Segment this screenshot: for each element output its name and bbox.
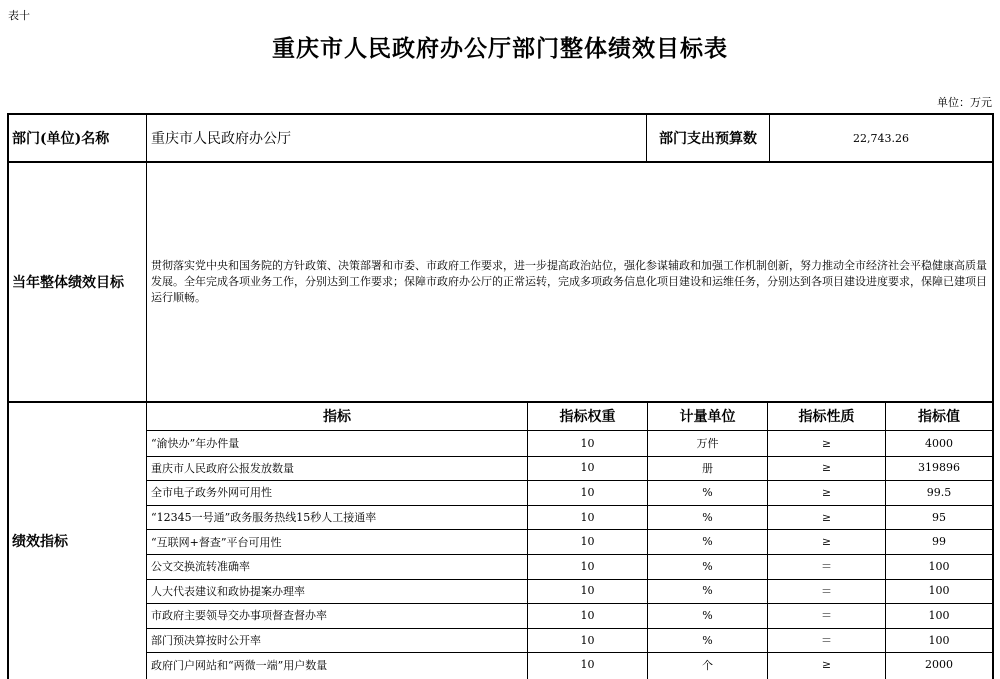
goal-text: 贯彻落实党中央和国务院的方针政策、决策部署和市委、市政府工作要求，进一步提高政治站位，强化参谋辅政和加强工作机制创新，努力推动全市经济社会平稳健康高质量发展。全年完成各项业务工作，分别达到工作要求；保障市政府办公厅的正常运转，完成多项政务信息化项目建设和运维任务，分别达到各项目建设进度要求，保障已建项目运行顺畅。 xyxy=(151,259,987,304)
indicator-weight: 10 xyxy=(580,535,595,549)
indicator-unit: % xyxy=(702,633,713,647)
indicator-unit: % xyxy=(702,535,713,549)
indicator-value: 99 xyxy=(932,535,946,549)
indicator-value: 100 xyxy=(928,633,950,647)
indicator-weight: 10 xyxy=(580,461,595,475)
indicator-unit: % xyxy=(702,485,713,499)
indicator-nature: ＝ xyxy=(821,634,832,648)
dept-name: 重庆市人民政府办公厅 xyxy=(151,131,291,147)
indicator-name: “12345一号通”政务服务热线15秒人工接通率 xyxy=(151,511,377,525)
indicator-unit: 万件 xyxy=(696,437,719,451)
indicator-value: 4000 xyxy=(925,436,953,450)
budget-value: 22,743.26 xyxy=(853,131,909,145)
indicator-unit: % xyxy=(702,559,713,573)
indicator-unit: % xyxy=(702,608,713,622)
indicator-weight: 10 xyxy=(580,584,595,598)
indicator-value: 100 xyxy=(928,608,950,622)
indicator-nature: ≥ xyxy=(821,436,832,450)
indicator-name: 政府门户网站和“两微一端”用户数量 xyxy=(151,658,328,672)
indicator-value: 2000 xyxy=(925,658,953,672)
indicator-nature: ≥ xyxy=(821,510,832,524)
indicator-value: 95 xyxy=(932,510,946,524)
column-header: 指标值 xyxy=(918,409,960,425)
indicator-weight: 10 xyxy=(580,658,595,672)
indicator-name: 人大代表建议和政协提案办理率 xyxy=(151,584,305,598)
indicator-nature: ≥ xyxy=(821,535,832,549)
indicator-unit: % xyxy=(702,584,713,598)
indicator-nature: ＝ xyxy=(821,584,832,598)
column-header: 指标 xyxy=(323,409,351,425)
indicator-nature: ≥ xyxy=(821,461,832,475)
indicator-value: 100 xyxy=(928,559,950,573)
indicator-unit: 册 xyxy=(702,461,713,475)
indicator-name: 全市电子政务外网可用性 xyxy=(151,486,272,500)
goal-label: 当年整体绩效目标 xyxy=(12,275,124,291)
column-header: 指标性质 xyxy=(798,409,855,425)
column-header: 计量单位 xyxy=(679,409,736,425)
indicator-weight: 10 xyxy=(580,436,595,450)
indicator-nature: ＝ xyxy=(821,609,832,623)
indicator-weight: 10 xyxy=(580,559,595,573)
indicator-weight: 10 xyxy=(580,510,595,524)
indicator-name: 市政府主要领导交办事项督查督办率 xyxy=(151,609,327,623)
indicator-nature: ＝ xyxy=(821,560,832,574)
indicator-name: 部门预决算按时公开率 xyxy=(151,634,261,648)
indicator-name: “渝快办”年办件量 xyxy=(151,437,240,451)
column-header: 指标权重 xyxy=(559,409,616,425)
indicator-value: 99.5 xyxy=(926,485,952,499)
indicator-value: 100 xyxy=(928,584,950,598)
budget-label: 部门支出预算数 xyxy=(659,131,757,147)
indicator-weight: 10 xyxy=(580,485,595,499)
page-title: 重庆市人民政府办公厅部门整体绩效目标表 xyxy=(272,35,728,62)
indicator-name: 重庆市人民政府公报发放数量 xyxy=(151,461,294,475)
indicators-label: 绩效指标 xyxy=(12,534,68,550)
unit-label: 单位：万元 xyxy=(937,96,992,109)
indicator-nature: ≥ xyxy=(821,485,832,499)
indicator-value: 319896 xyxy=(918,461,960,475)
indicator-unit: 个 xyxy=(702,658,713,672)
table-tag: 表十 xyxy=(8,9,30,22)
indicator-weight: 10 xyxy=(580,608,595,622)
indicator-name: “互联网+督查”平台可用性 xyxy=(151,535,282,549)
indicator-unit: % xyxy=(702,510,713,524)
dept-label: 部门(单位)名称 xyxy=(12,131,110,147)
indicator-nature: ≥ xyxy=(821,658,832,672)
indicator-weight: 10 xyxy=(580,633,595,647)
indicator-name: 公文交换流转准确率 xyxy=(151,560,250,574)
